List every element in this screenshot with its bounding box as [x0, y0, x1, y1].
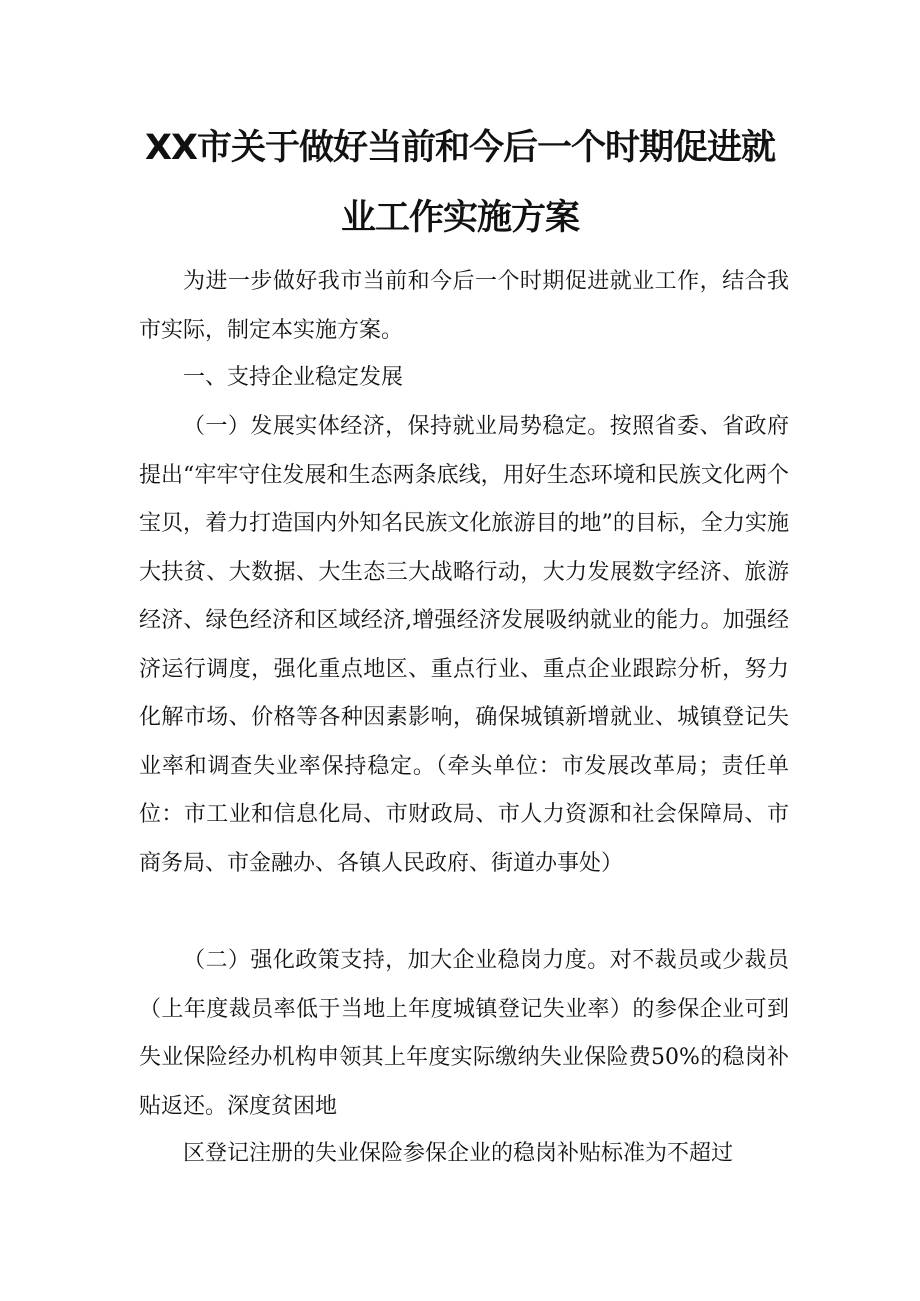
document-title-line-1: XX市关于做好当前和今后一个时期促进就	[145, 128, 775, 168]
section-heading-1: 一、支持企业稳定发展	[183, 365, 404, 390]
section-1-paragraph: （一）发展实体经济，保持就业局势稳定。按照省委、省政府提出“牢牢守住发展和生态两条底线，用好生态环境和民族文化两个宝贝，着力打造国内外知名民族文化旅游目的地”的目标，全力实施大扶贫、大数据、大生态三大战略行动，大力发展数字经济、旅游经济、绿色经济和区域经济,增强经济发展吸纳就业的能力。加强经济运行调度，强化重点地区、重点行业、重点企业跟踪分析，努力化解市场、价格等各种因素影响，确保城镇新增就业、城镇登记失业率和调查失业率保持稳定。（牵头单位：市发展改革局；责任单位：市工业和信息化局、市财政局、市人力资源和社会保障局、市商务局、市金融办、各镇人民政府、街道办事处）	[139, 414, 789, 876]
section-2-continued-paragraph: 区登记注册的失业保险参保企业的稳岗补贴标准为不超过	[183, 1141, 734, 1166]
document-title-line-2: 业工作实施方案	[340, 198, 579, 238]
intro-paragraph: 为进一步做好我市当前和今后一个时期促进就业工作，结合我市实际，制定本实施方案。	[139, 269, 789, 343]
section-2-paragraph: （二）强化政策支持，加大企业稳岗力度。对不裁员或少裁员（上年度裁员率低于当地上年度城镇登记失业率）的参保企业可到失业保险经办机构申领其上年度实际缴纳失业保险费50%的稳岗补贴返还。深度贫困地	[139, 948, 789, 1119]
